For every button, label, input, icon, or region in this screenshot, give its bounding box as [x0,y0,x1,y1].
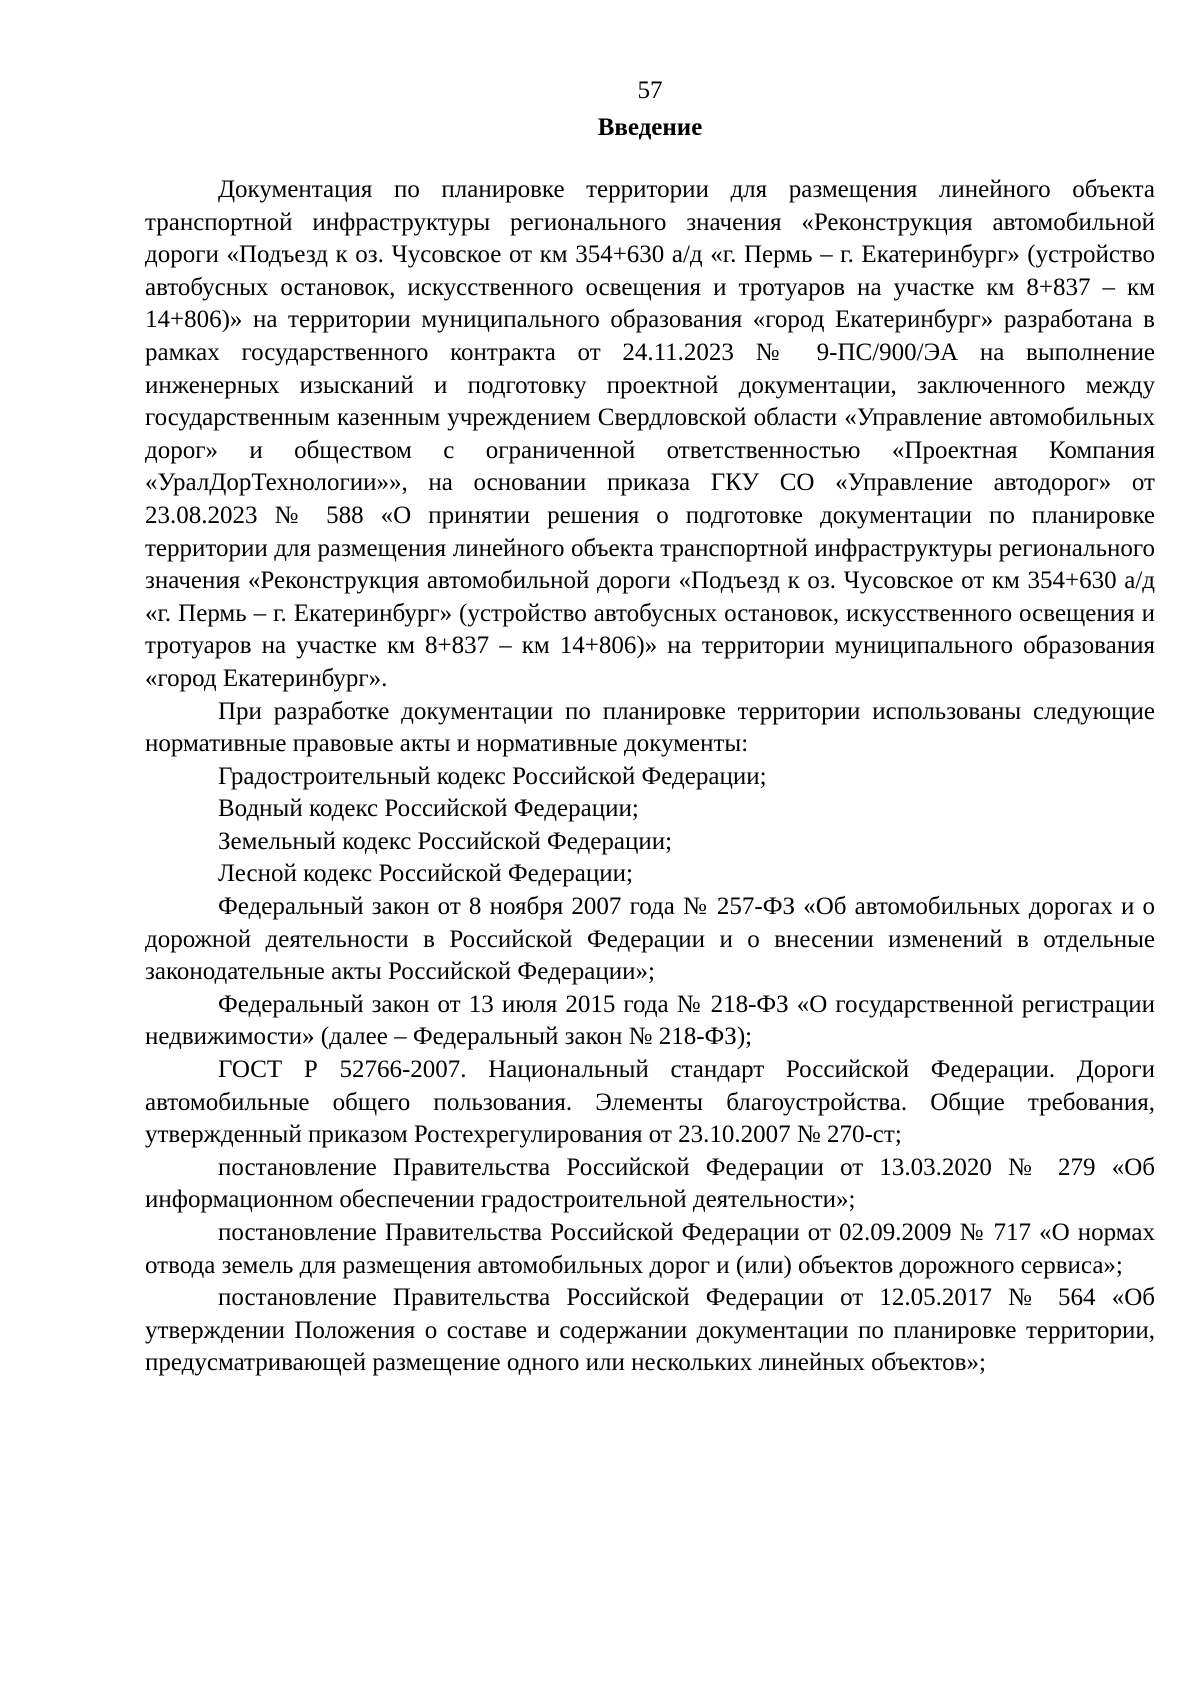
list-item: постановление Правительства Российской Федерации от 02.09.2009 № 717 «О нормах отвода земель для размещения автомобильных дорог и (или) объектов дорожного сервиса»; [145,1219,1155,1279]
list-item: Земельный кодекс Российской Федерации; [218,827,673,855]
list-item: ГОСТ Р 52766-2007. Национальный стандарт Российской Федерации. Дороги автомобильные общего пользования. Элементы благоустройства. Общие требования, утвержденный приказом Ростехрегулирования от 23.10.2007 № 270-ст; [145,1056,1155,1149]
list-item: Федеральный закон от 8 ноября 2007 года № 257-ФЗ «Об автомобильных дорогах и о дорожной деятельности в Российской Федерации и о внесении изменений в отдельные законодательные акты Российской Федерации»; [145,893,1155,986]
list-item: Водный кодекс Российской Федерации; [218,795,639,823]
paragraph: Документация по планировке территории для размещения линейного объекта транспортной инфраструктуры регионального значения «Реконструкция автомобильной дороги «Подъезд к оз. Чусовское от км 354+630 а/д «г. Пермь – г. Екатеринбург» (устройство автобусных остановок, искусственного освещения и тротуаров на участке км 8+837 – км 14+806)» на территории муниципального образования «город Екатеринбург» разработана в рамках государственного контракта от 24.11.2023 № 9-ПС/900/ЭА на выполнение инженерных изысканий и подготовку проектной документации, заключенного между государственным казенным учреждением Свердловской области «Управление автомобильных дорог» и обществом с ограниченной ответственностью «Проектная Компания «УралДорТехнологии»», на основании приказа ГКУ СО «Управление автодорог» от 23.08.2023 № 588 «О принятии решения о подготовке документации по планировке территории для размещения линейного объекта транспортной инфраструктуры регионального значения «Реконструкция автомобильной дороги «Подъезд к оз. Чусовское от км 354+630 а/д «г. Пермь – г. Екатеринбург» (устройство автобусных остановок, искусственного освещения и тротуаров на участке км 8+837 – км 14+806)» на территории муниципального образования «город Екатеринбург». [145,176,1155,692]
page-number: 57 [637,77,663,104]
list-item: постановление Правительства Российской Федерации от 13.03.2020 № 279 «Об информационном обеспечении градостроительной деятельности»; [145,1153,1155,1214]
list-item: постановление Правительства Российской Федерации от 12.05.2017 № 564 «Об утверждении Положения о составе и содержании документации по планировке территории, предусматривающей размещение одного или нескольких линейных объектов»; [145,1284,1155,1377]
list-item: Градостроительный кодекс Российской Федерации; [218,762,767,790]
list-item: Лесной кодекс Российской Федерации; [218,860,633,888]
paragraph: При разработке документации по планировке территории использованы следующие нормативные правовые акты и нормативные документы: [145,697,1155,758]
section-title: Введение [597,114,703,141]
list-item: Федеральный закон от 13 июля 2015 года № 218-ФЗ «О государственной регистрации недвижимости» (далее – Федеральный закон № 218-ФЗ); [145,990,1155,1051]
document-page [145,72,1155,1380]
